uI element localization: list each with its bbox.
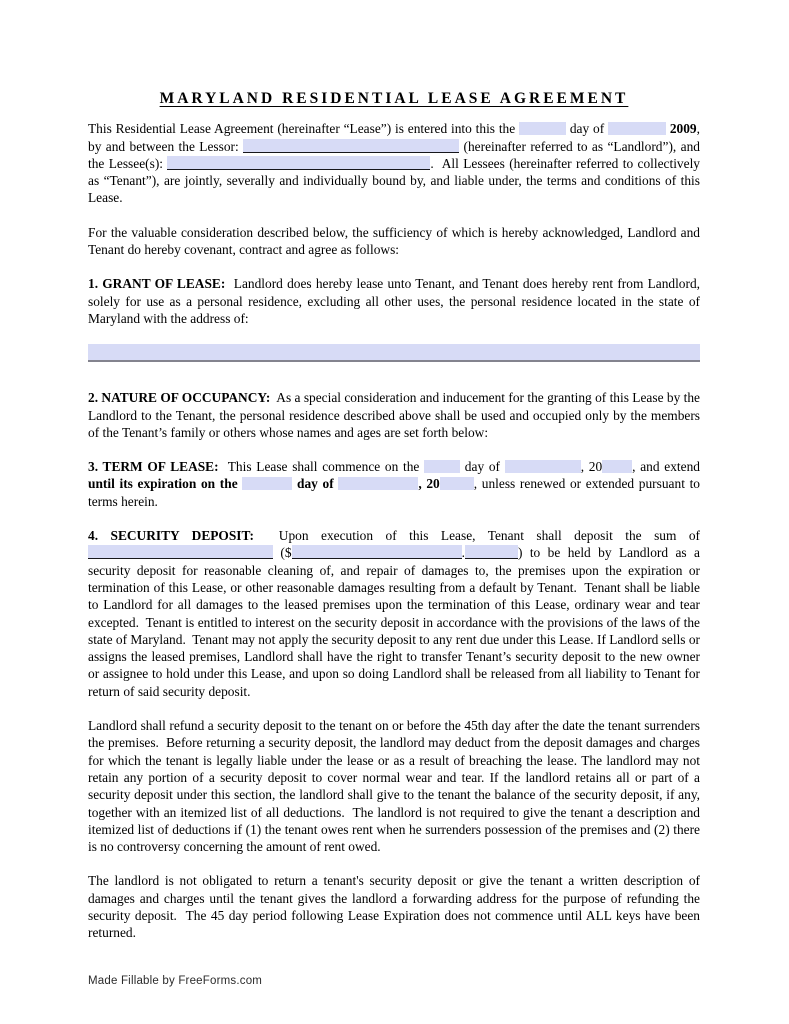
text-run: . (461, 545, 465, 561)
commencement-year-field[interactable] (602, 460, 632, 473)
month-field[interactable] (608, 122, 666, 135)
section-security-deposit (88, 527, 700, 700)
day-of-month-field[interactable] (519, 122, 566, 135)
text-run: , by and between the Lessor: (88, 121, 700, 154)
bold-text-run: 4. SECURITY DEPOSIT: (88, 528, 254, 544)
text-run: The landlord is not obligated to return a tenant's security deposit or give the tenant a written description of damages and charges until the tenant gives the landlord a forwarding address for the purpose of refunding the security deposit. The 45 day period following Lease Expiration does not commence until ALL keys have been returned. (88, 873, 700, 941)
footer-credit: Made Fillable by FreeForms.com (88, 974, 263, 987)
bold-text-run: , 20 (418, 476, 440, 492)
commencement-day-field[interactable] (424, 460, 460, 473)
lessor-name-field[interactable] (243, 139, 459, 153)
refund-paragraph (88, 717, 700, 855)
section-nature-of-occupancy (88, 389, 700, 441)
text-run: , and extend (632, 459, 700, 475)
text-run: This Residential Lease Agreement (hereinafter “Lease”) is entered into this the (88, 121, 520, 137)
text-run: day of (460, 459, 505, 475)
bold-text-run: until its expiration on the (88, 476, 243, 492)
forwarding-address-paragraph (88, 872, 700, 941)
lessee-names-field[interactable] (167, 156, 430, 170)
bold-text-run: 3. TERM OF LEASE: (88, 459, 219, 475)
bold-text-run: 2009 (669, 121, 697, 137)
text-run: , unless renewed or extended pursuant to terms herein. (88, 476, 700, 509)
text-run: Upon execution of this Lease, Tenant shall deposit the sum of (253, 528, 700, 544)
text-run: For the valuable consideration described below, the sufficiency of which is hereby acknowledged, Landlord and Tenant do hereby covenant, contract and agree as follows: (88, 224, 700, 258)
text-run: This Lease shall commence on the (218, 459, 425, 475)
expiration-month-field[interactable] (338, 477, 418, 490)
consideration-paragraph (88, 224, 700, 259)
text-run: ($ (273, 545, 292, 561)
property-address-field[interactable] (88, 344, 700, 362)
text-run: , 20 (580, 459, 603, 475)
intro-paragraph (88, 120, 700, 206)
text-run: Landlord does hereby lease unto Tenant, and Tenant does hereby rent from Landlord, solely for use as a personal residence, excluding all other uses, the personal residence located in the state of Maryland with the address of: (88, 276, 701, 326)
bold-text-run: 1. GRANT OF LEASE: (88, 276, 226, 292)
commencement-month-field[interactable] (505, 460, 581, 473)
text-run: Landlord shall refund a security deposit to the tenant on or before the 45th day after the date the tenant surrenders the premises. Before returning a security deposit, the landlord may deduct from the deposit damages and charges for which the tenant is legally liable under the lease or as a result of breaching the lease. The landlord may not retain any portion of a security deposit to cover normal wear and tear. If the landlord retains all or part of a security deposit under this section, the landlord shall give to the tenant the balance of the security deposit, if any, together with an itemized list of all deductions. The landlord is not required to give the tenant a description and itemized list of deductions if (1) the tenant owes rent when he surrenders possession of the premises and (2) there is no controversy concerning the amount of rent owed. (88, 718, 700, 855)
text-run: As a special consideration and inducement for the granting of this Lease by the Landlord to the Tenant, the personal residence described above shall be used and occupied only by the members of the Tenant’s family or others whose names and ages are set forth below: (88, 390, 700, 440)
deposit-cents-field[interactable] (465, 545, 518, 559)
text-run: day of (566, 121, 608, 137)
expiration-day-field[interactable] (242, 477, 292, 490)
document-body (88, 120, 700, 941)
section-term-of-lease (88, 458, 700, 510)
text-run: (hereinafter referred to as “Landlord”), and the Lessee(s): (88, 138, 700, 171)
text-run: . All Lessees (hereinafter referred to collectively as “Tenant”), are jointly, severally and individually bound by, and liable under, the terms and conditions of this Lease. (88, 155, 700, 206)
expiration-year-field[interactable] (440, 477, 474, 490)
bold-text-run: 2. NATURE OF OCCUPANCY: (88, 390, 271, 406)
deposit-amount-words-field[interactable] (88, 545, 273, 559)
deposit-dollars-field[interactable] (292, 545, 462, 559)
bold-text-run: day of (292, 476, 339, 492)
document-title: MARYLAND RESIDENTIAL LEASE AGREEMENT (159, 90, 629, 107)
text-run: ) to be held by Landlord as a security deposit for reasonable cleaning of, and repair of damages to, the premises upon the expiration or termination of this Lease, or other reasonable damages resulting from a default by Tenant. Tenant shall be liable to Landlord for all damages to the leased premises upon the termination of this Lease, ordinary wear and tear excepted. Tenant is entitled to interest on the security deposit in accordance with the provisions of the laws of the state of Maryland. Tenant may not apply the security deposit to any rent due under this Lease. If Landlord sells or assigns the leased premises, Landlord shall have the right to transfer Tenant’s security deposit to the new owner or assignee to hold under this Lease, and upon so doing Landlord shall be released from all liability to Tenant for return of said security deposit. (88, 545, 701, 699)
section-grant-of-lease (88, 275, 700, 327)
